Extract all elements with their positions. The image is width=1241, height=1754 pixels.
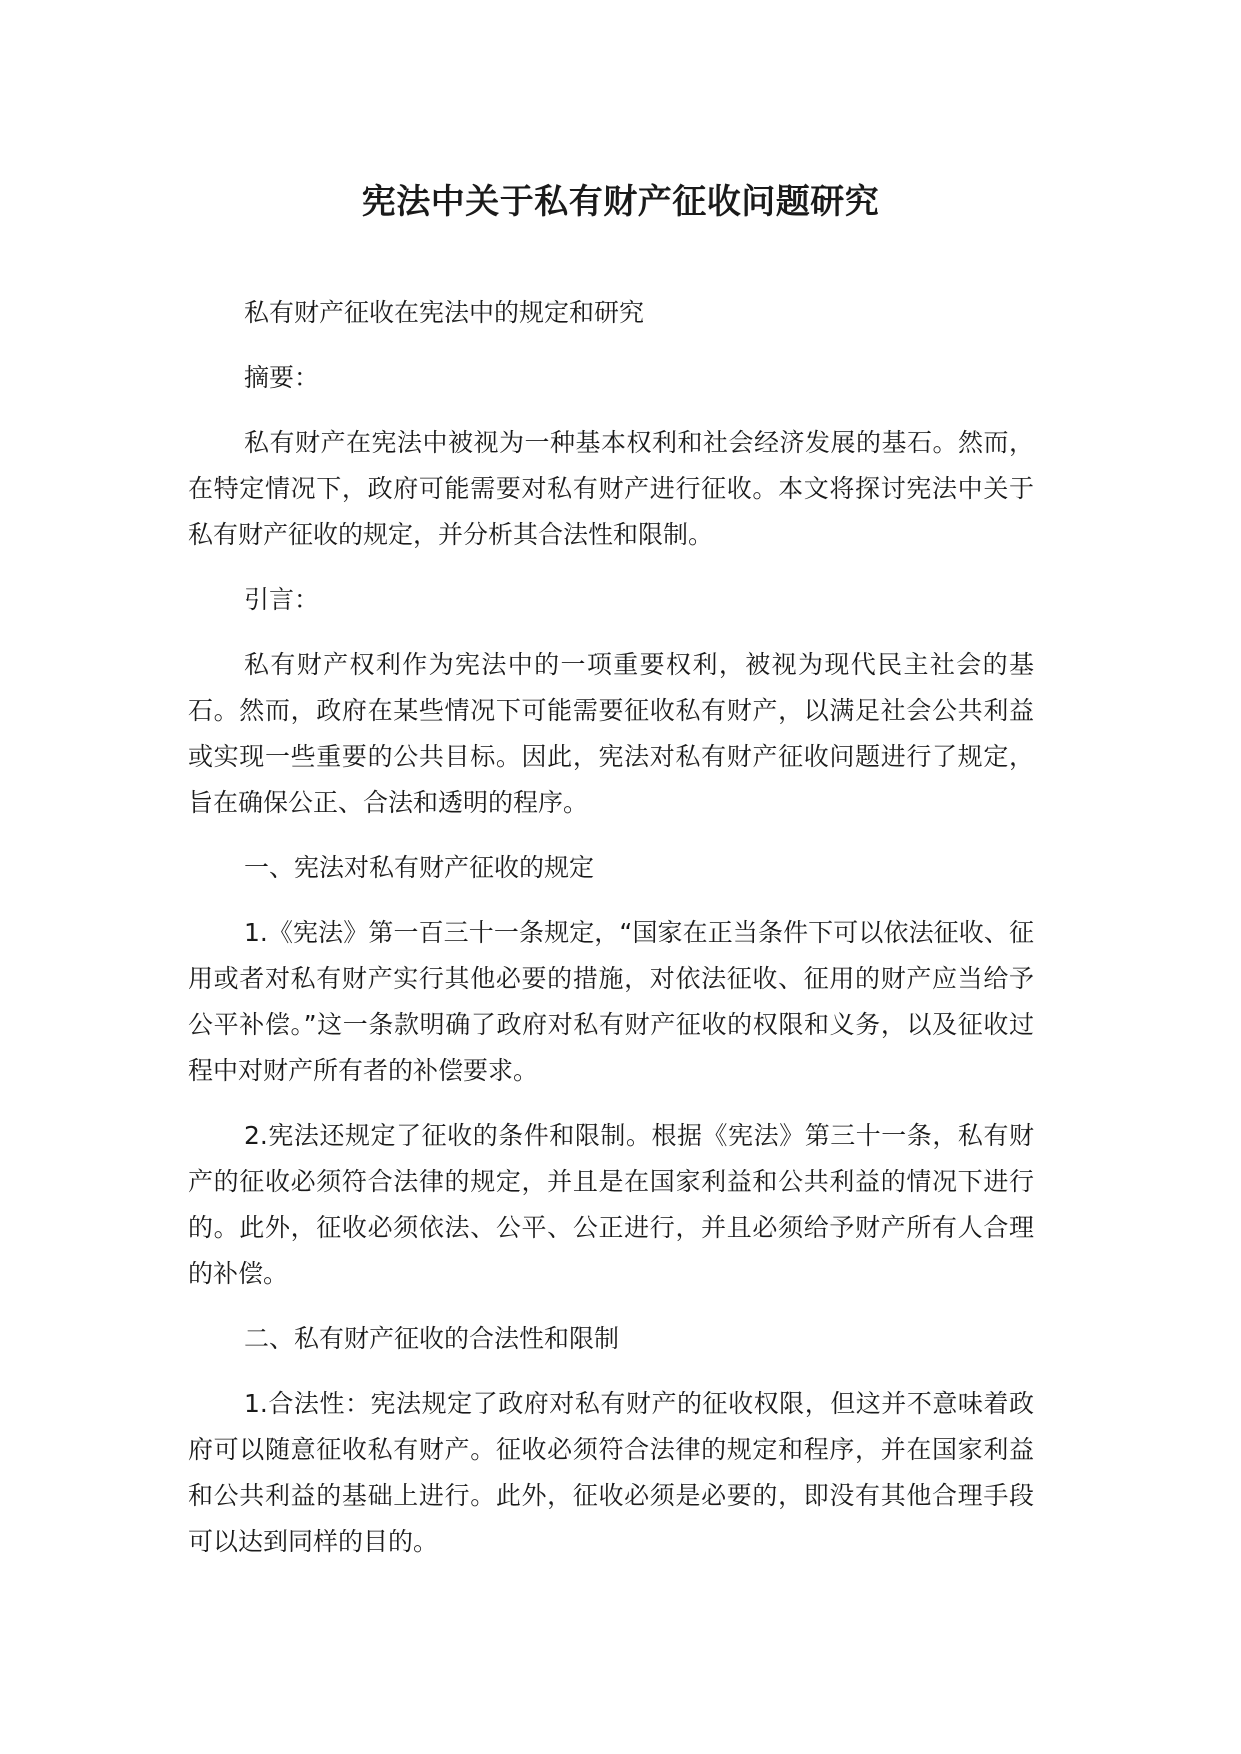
document-title: 宪法中关于私有财产征收问题研究: [361, 182, 880, 222]
abstract-heading: 摘要：: [244, 363, 320, 392]
section-2-item-1: 1.合法性：宪法规定了政府对私有财产的征收权限，但这并不意味着政府可以随意征收私有财产。征收必须符合法律的规定和程序，并在国家利益和公共利益的基础上进行。此外，征收必须是必要的，即没有其他合理手段可以达到同样的目的。: [188, 1389, 1034, 1556]
document-body: [188, 290, 1034, 1565]
section-1-item-2: 2.宪法还规定了征收的条件和限制。根据《宪法》第三十一条，私有财产的征收必须符合法律的规定，并且是在国家利益和公共利益的情况下进行的。此外，征收必须依法、公平、公正进行，并且必须给予财产所有人合理的补偿。: [188, 1121, 1034, 1288]
subtitle-paragraph: 私有财产征收在宪法中的规定和研究: [244, 298, 645, 327]
section-2-heading: 二、私有财产征收的合法性和限制: [244, 1324, 620, 1353]
abstract-paragraph: 私有财产在宪法中被视为一种基本权利和社会经济发展的基石。然而，在特定情况下，政府可能需要对私有财产进行征收。本文将探讨宪法中关于私有财产征收的规定，并分析其合法性和限制。: [188, 428, 1034, 549]
section-1-heading: 一、宪法对私有财产征收的规定: [244, 853, 595, 882]
introduction-heading: 引言：: [244, 585, 320, 614]
section-1-item-1: 1.《宪法》第一百三十一条规定，“国家在正当条件下可以依法征收、征用或者对私有财产实行其他必要的措施，对依法征收、征用的财产应当给予公平补偿。”这一条款明确了政府对私有财产征收的权限和义务，以及征收过程中对财产所有者的补偿要求。: [188, 918, 1034, 1085]
introduction-paragraph: 私有财产权利作为宪法中的一项重要权利，被视为现代民主社会的基石。然而，政府在某些情况下可能需要征收私有财产，以满足社会公共利益或实现一些重要的公共目标。因此，宪法对私有财产征收问题进行了规定，旨在确保公正、合法和透明的程序。: [188, 650, 1034, 817]
